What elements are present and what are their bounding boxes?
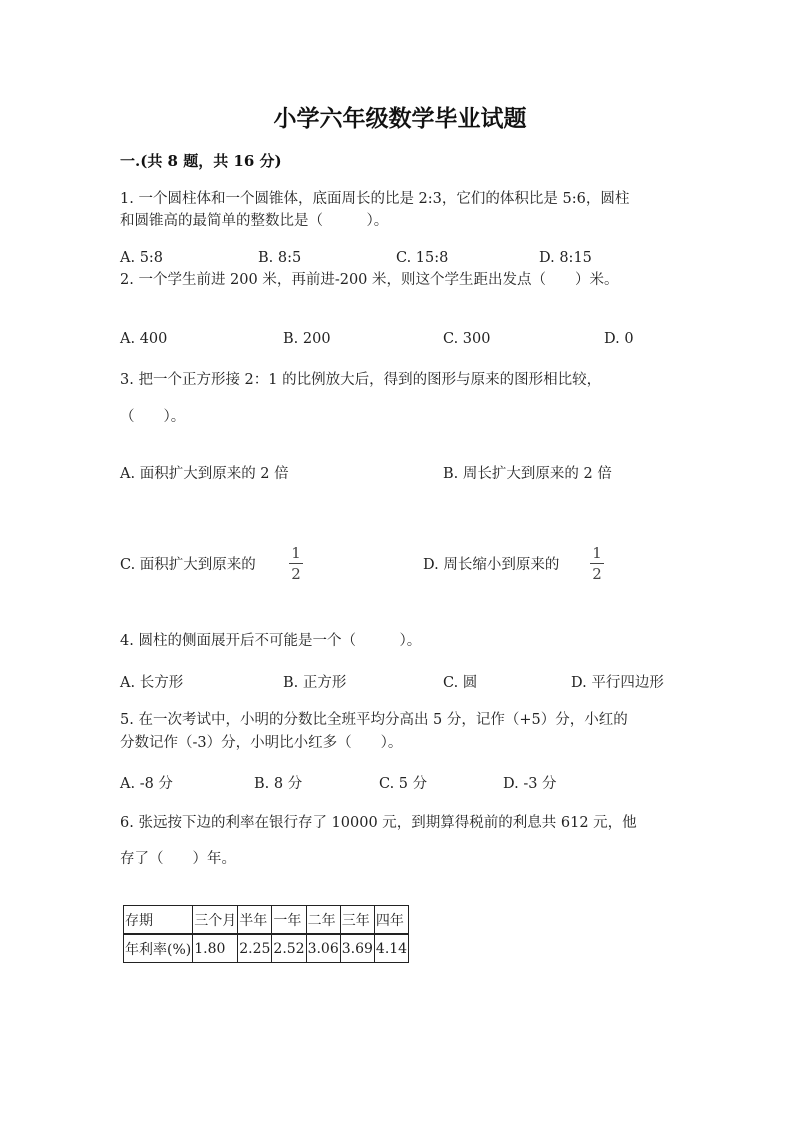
question-3-line-2: （ ）。 [120,409,186,425]
question-3-option-c-fraction [289,545,303,582]
question-1-line-2: 和圆锥高的最简单的整数比是（ ）。 [120,213,389,229]
table-cell: 三个月 [193,906,238,935]
question-1-line-1: 1. 一个圆柱体和一个圆锥体，底面周长的比是 2:3，它们的体积比是 5:6，圆柱 [120,191,630,207]
question-3-option-d: D. 周长缩小到原来的 [423,557,560,573]
question-2-option-a: A. 400 [120,331,168,347]
question-4-option-c: C. 圆 [443,675,478,691]
table-cell: 一年 [272,906,306,935]
question-5-line-2: 分数记作（-3）分，小明比小红多（ ）。 [120,735,403,751]
question-5-option-b: B. 8 分 [254,776,303,792]
question-5-line-1: 5. 在一次考试中，小明的分数比全班平均分高出 5 分，记作（+5）分，小红的 [120,712,628,728]
fraction-numerator: 1 [592,544,602,562]
table-cell: 四年 [374,906,408,935]
fraction-numerator: 1 [291,544,301,562]
table-cell: 半年 [238,906,272,935]
table-cell: 2.52 [272,934,306,963]
question-3-line-1: 3. 把一个正方形接 2：1 的比例放大后，得到的图形与原来的图形相比较， [120,372,602,388]
question-2-option-b: B. 200 [283,331,331,347]
question-3-option-d-fraction [590,545,604,582]
question-3-option-a: A. 面积扩大到原来的 2 倍 [120,466,289,482]
table-cell: 二年 [306,906,340,935]
question-1-option-d: D. 8:15 [539,250,592,266]
table-row [124,934,409,963]
table-cell: 2.25 [238,934,272,963]
interest-rate-table [123,905,409,963]
question-5-option-a: A. -8 分 [120,776,173,792]
table-cell: 存期 [124,906,193,935]
table-header-row [124,906,409,935]
question-2-line-1: 2. 一个学生前进 200 米，再前进-200 米，则这个学生距出发点（ ）米。 [120,272,619,288]
question-4-option-d: D. 平行四边形 [571,675,664,691]
fraction-denominator: 2 [592,565,602,583]
question-6-line-2: 存了（ ）年。 [120,851,236,867]
question-2-option-d: D. 0 [604,331,634,347]
question-1-option-a: A. 5:8 [120,250,164,266]
fraction-bar [289,563,303,564]
fraction-denominator: 2 [291,565,301,583]
question-2-option-c: C. 300 [443,331,491,347]
question-3-option-c: C. 面积扩大到原来的 [120,557,256,573]
table-cell: 3.06 [306,934,340,963]
question-1-option-c: C. 15:8 [396,250,449,266]
question-4-option-a: A. 长方形 [120,675,184,691]
page-title: 小学六年级数学毕业试题 [273,105,527,132]
question-5-option-c: C. 5 分 [379,776,428,792]
question-6-line-1: 6. 张远按下边的利率在银行存了 10000 元，到期算得税前的利息共 612 元，他 [120,815,637,831]
question-5-option-d: D. -3 分 [503,776,557,792]
question-1-option-b: B. 8:5 [258,250,302,266]
question-4-line-1: 4. 圆柱的侧面展开后不可能是一个（ ）。 [120,633,422,649]
table-cell: 4.14 [374,934,408,963]
section-heading: 一.(共 8 题，共 16 分) [120,152,282,170]
table-cell: 3.69 [340,934,374,963]
question-4-option-b: B. 正方形 [283,675,347,691]
table-cell: 年利率(%) [124,934,193,963]
table-cell: 1.80 [193,934,238,963]
table-cell: 三年 [340,906,374,935]
question-3-option-b: B. 周长扩大到原来的 2 倍 [443,466,612,482]
fraction-bar [590,563,604,564]
